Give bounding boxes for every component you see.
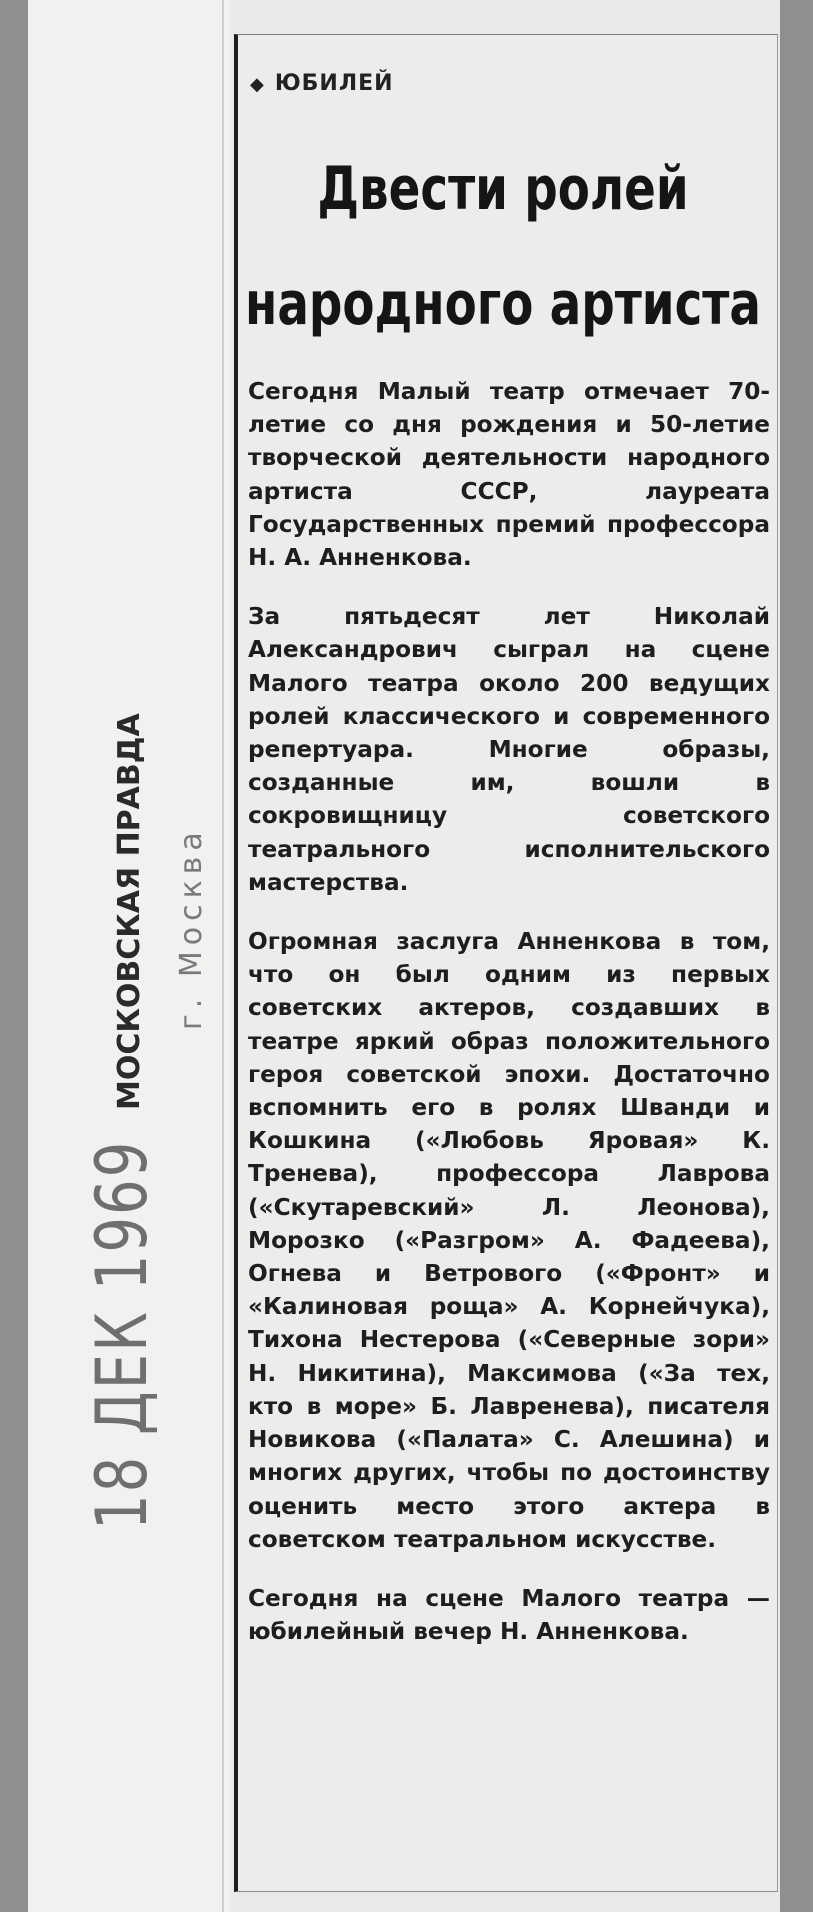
headline-line-1: Двести ролей [317, 155, 689, 224]
stamp-city: г. Москва [174, 826, 209, 1030]
stamp-date: 18 ДЕК 1969 [82, 1139, 164, 1530]
paragraph-4: Сегодня на сцене Малого театра — юбилейный вечер Н. Анненкова. [248, 1584, 770, 1646]
article-body [248, 375, 770, 1674]
paragraph-3: Огромная заслуга Анненкова в том, что он был одним из первых советских актеров, создавших в театре яркий образ положительного героя советской эпохи. Достаточно вспомнить его в ролях Шванди и Кошкина («Любовь Яровая» К. Тренева), профессора Лаврова («Скутаревский» Л. Леонова), Морозко («Разгром» А. Фадеева), Огнева и Ветрового («Фронт» и «Калиновая роща» А. Корнейчука), Тихона Нестерова («Северные зори» Н. Никитина), Максимова («За тех, кто в море» Б. Лавренева), писателя Новикова («Палата» С. Алешина) и многих других, чтобы по достоинству оценить место этого актера в советском театральном искусстве. [248, 928, 770, 1553]
fold-line [222, 0, 224, 1912]
paragraph-2: За пятьдесят лет Николай Александрович сыграл на сцене Малого театра около 200 ведущих ролей классического и современного репертуара. Многие образы, созданные им, вошли в сокровищницу советского театрального исполнительского мастерства. [248, 603, 770, 896]
rubric-label [250, 71, 394, 96]
paragraph-1: Сегодня Малый театр отмечает 70-летие со дня рождения и 50-летие творческой деятельности народного артиста СССР, лауреата Государственных премий профессора Н. А. Анненкова. [248, 378, 770, 572]
diamond-bullet-icon: ◆ [250, 74, 265, 95]
rubric-text: ЮБИЛЕЙ [274, 71, 394, 96]
stamp-newspaper-name: МОСКОВСКАЯ ПРАВДА [112, 713, 147, 1110]
headline-line-2: народного артиста [245, 270, 761, 339]
article-clipping [234, 34, 778, 1892]
